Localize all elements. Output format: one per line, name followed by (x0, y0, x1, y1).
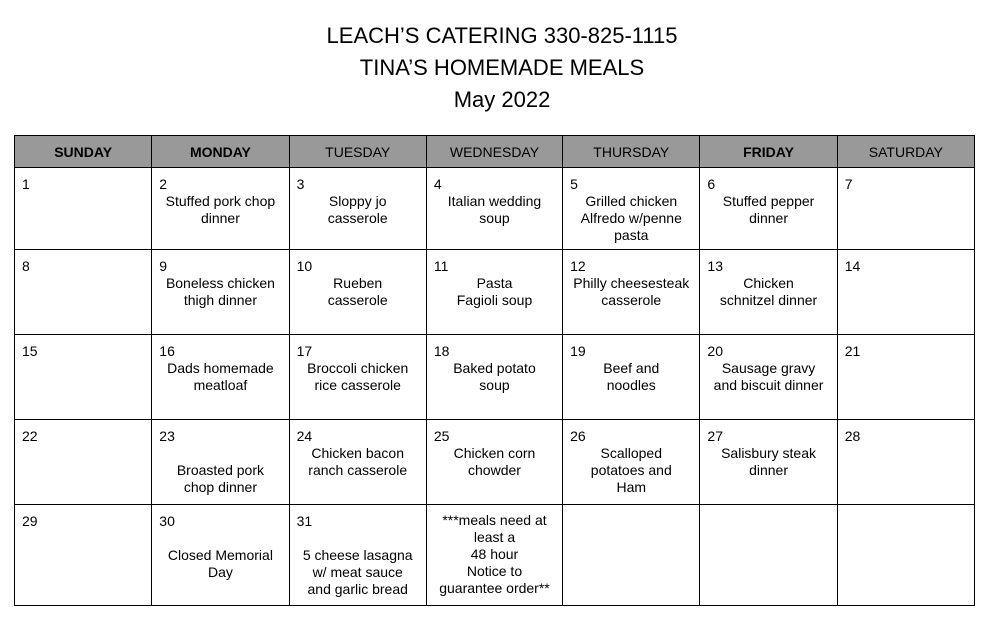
day-number: 20 (707, 343, 723, 359)
meal-text: Italian wedding soup (447, 193, 542, 226)
day-number: 4 (433, 176, 442, 192)
day-number: 19 (570, 343, 586, 359)
day-cell (700, 250, 837, 335)
weekday-header-sunday: SUNDAY (15, 136, 152, 168)
day-number: 28 (844, 428, 861, 444)
day-cell (289, 168, 426, 250)
day-cell (152, 420, 289, 505)
meal-text: Pasta Fagioli soup (456, 275, 533, 308)
meal-text: Rueben casserole (327, 275, 388, 308)
meal-text: Broccoli chicken rice casserole (307, 360, 409, 393)
day-cell (426, 168, 562, 250)
day-cell (426, 250, 562, 335)
weekday-header-row (15, 136, 975, 168)
meal-text: Closed Memorial Day (167, 547, 273, 580)
day-number: 12 (570, 258, 586, 274)
weekday-header-wednesday: WEDNESDAY (426, 136, 562, 168)
day-cell (837, 335, 974, 420)
day-number: 27 (707, 428, 723, 444)
weekday-header-tuesday: TUESDAY (289, 136, 426, 168)
day-cell (837, 250, 974, 335)
weekday-header-thursday: THURSDAY (563, 136, 700, 168)
day-cell (563, 250, 700, 335)
week-row (15, 505, 975, 606)
day-cell (426, 335, 562, 420)
day-cell-empty (563, 505, 700, 606)
day-cell (289, 335, 426, 420)
day-number: 7 (844, 176, 853, 192)
meal-text: Dads homemade meatloaf (167, 360, 274, 393)
day-number: 15 (22, 343, 38, 359)
meal-calendar (14, 135, 975, 606)
weekday-header-monday: MONDAY (152, 136, 289, 168)
meal-text: Boneless chicken thigh dinner (165, 275, 275, 308)
day-cell (563, 168, 700, 250)
day-cell (152, 335, 289, 420)
day-number: 30 (159, 513, 175, 529)
week-row (15, 250, 975, 335)
weekday-header-saturday: SATURDAY (837, 136, 974, 168)
day-number: 26 (570, 428, 586, 444)
meal-text: 5 cheese lasagna w/ meat sauce and garlic bread (302, 547, 413, 597)
day-number: 3 (296, 176, 305, 192)
day-cell (563, 420, 700, 505)
day-number: 17 (296, 343, 313, 359)
order-notice: ***meals need at least a 48 hour Notice to guarantee order** (439, 512, 550, 596)
week-row (15, 335, 975, 420)
day-cell (152, 250, 289, 335)
day-cell (15, 335, 152, 420)
day-cell (289, 250, 426, 335)
meal-text: Grilled chicken Alfredo w/penne pasta (580, 193, 682, 243)
day-number: 24 (296, 428, 313, 444)
meal-text: Stuffed pork chop dinner (165, 193, 276, 226)
meal-text: Chicken bacon ranch casserole (308, 445, 408, 478)
meal-text: Beef and noodles (603, 360, 660, 393)
day-cell (426, 420, 562, 505)
meal-text: Broasted pork chop dinner (176, 462, 264, 495)
day-number: 6 (707, 176, 716, 192)
day-number: 25 (433, 428, 450, 444)
meal-text: Chicken corn chowder (453, 445, 536, 478)
day-number: 16 (159, 343, 175, 359)
day-number: 10 (296, 258, 313, 274)
day-cell (15, 505, 152, 606)
day-number: 21 (844, 343, 861, 359)
day-number: 14 (844, 258, 861, 274)
day-cell-empty (700, 505, 837, 606)
day-cell (152, 505, 289, 606)
week-row (15, 168, 975, 250)
day-number: 5 (570, 176, 578, 192)
day-cell (15, 168, 152, 250)
day-cell (15, 420, 152, 505)
day-cell (837, 168, 974, 250)
meal-text: Salisbury steak dinner (721, 445, 817, 478)
meals-title: TINA’S HOMEMADE MEALS (359, 55, 645, 80)
day-number: 2 (159, 176, 168, 192)
day-cell (700, 168, 837, 250)
meal-text: Stuffed pepper dinner (722, 193, 815, 226)
day-cell (700, 420, 837, 505)
day-cell (152, 168, 289, 250)
meal-text: Sausage gravy and biscuit dinner (713, 360, 824, 393)
meal-text: Philly cheesesteak casserole (573, 275, 690, 308)
day-number: 11 (433, 258, 449, 274)
day-number: 13 (707, 258, 723, 274)
day-cell (289, 420, 426, 505)
calendar-title-block (0, 20, 995, 116)
day-cell (15, 250, 152, 335)
day-cell (837, 420, 974, 505)
day-number: 29 (22, 513, 38, 529)
meal-text: Sloppy jo casserole (327, 193, 388, 226)
month-title: May 2022 (453, 87, 551, 112)
day-number: 31 (296, 513, 313, 529)
meal-text: Chicken schnitzel dinner (719, 275, 818, 308)
meal-text: Baked potato soup (453, 360, 536, 393)
day-number: 9 (159, 258, 168, 274)
day-cell (563, 335, 700, 420)
day-cell (289, 505, 426, 606)
day-number: 1 (22, 176, 30, 192)
day-number: 22 (22, 428, 38, 444)
business-name-phone: LEACH’S CATERING 330-825-1115 (326, 23, 678, 48)
day-number: 23 (159, 428, 175, 444)
day-number: 18 (433, 343, 450, 359)
day-cell-empty (837, 505, 974, 606)
weekday-header-friday: FRIDAY (700, 136, 837, 168)
week-row (15, 420, 975, 505)
meal-text: Scalloped potatoes and Ham (590, 445, 672, 495)
day-cell (426, 505, 562, 606)
day-number: 8 (22, 258, 30, 274)
day-cell (700, 335, 837, 420)
